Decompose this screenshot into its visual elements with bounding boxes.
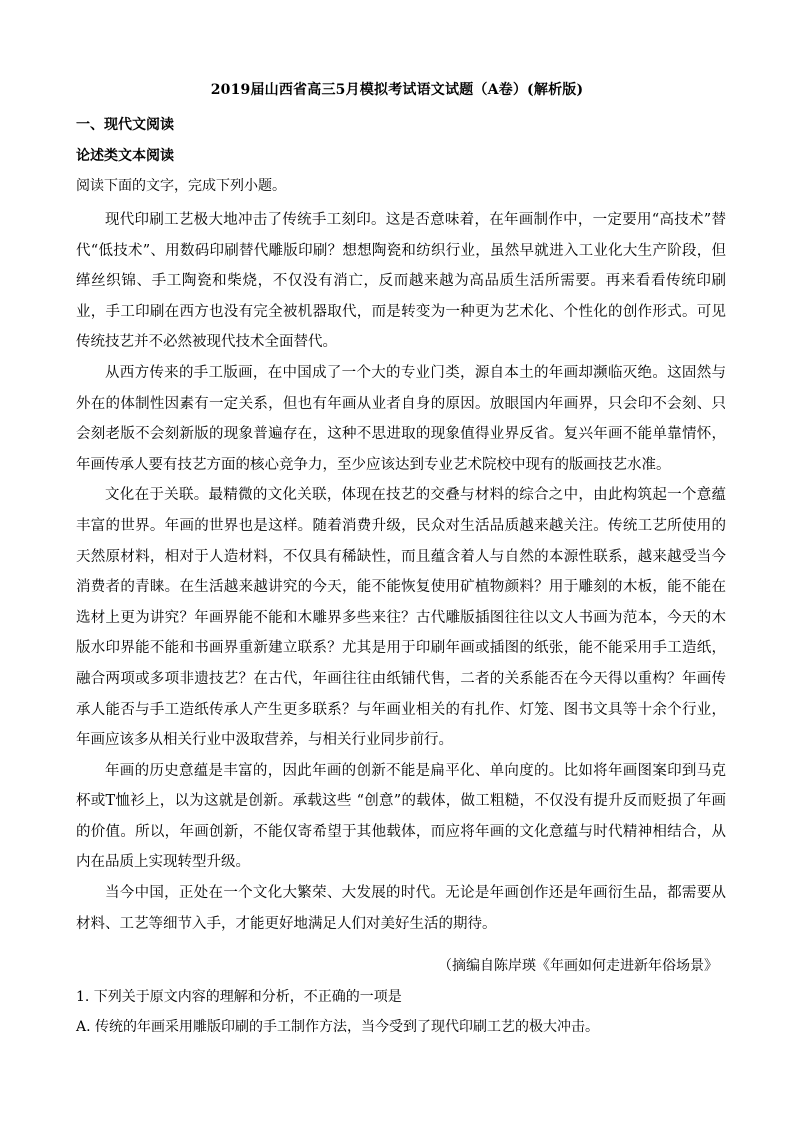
article-source: （摘编自陈岸瑛《年画如何走进新年俗场景》 xyxy=(438,958,718,974)
question-1: 1. 下列关于原文内容的理解和分析，不正确的一项是 xyxy=(76,989,402,1005)
question-1-option-a: A. 传统的年画采用雕版印刷的手工制作方法，当今受到了现代印刷工艺的极大冲击。 xyxy=(76,1019,600,1035)
article-paragraph: 当今中国，正处在一个文化大繁荣、大发展的时代。无论是年画创作还是年画衍生品，都需要从材料、工艺等细节入手，才能更好地满足人们对美好生活的期待。 xyxy=(76,885,726,932)
reading-instruction: 阅读下面的文字，完成下列小题。 xyxy=(76,178,286,194)
section-heading-argumentative: 论述类文本阅读 xyxy=(76,148,174,164)
document-title: 2019届山西省高三5月模拟考试语文试题（A卷）(解析版) xyxy=(210,82,584,98)
article-body xyxy=(76,205,726,939)
section-heading-modern-reading: 一、现代文阅读 xyxy=(76,117,174,133)
article-paragraph: 年画的历史意蕴是丰富的，因此年画的创新不能是扁平化、单向度的。比如将年画图案印到马克杯或T恤衫上，以为这就是创新。承载这些 “创意”的载体，做工粗糙，不仅没有提升反而贬损了年画的价值。所以，年画创新，不能仅寄希望于其他载体，而应将年画的文化意蕴与时代精神相结合，从内在品质上实现转型升级。 xyxy=(76,762,726,871)
article-paragraph: 现代印刷工艺极大地冲击了传统手工刻印。这是否意味着，在年画制作中，一定要用“高技术”替代“低技术”、用数码印刷替代雕版印刷？想想陶瓷和纺织行业，虽然早就进入工业化大生产阶段，但缂丝织锦、手工陶瓷和柴烧，不仅没有消亡，反而越来越为高品质生活所需要。再来看看传统印刷业，手工印刷在西方也没有完全被机器取代，而是转变为一种更为艺术化、个性化的创作形式。可见传统技艺并不必然被现代技术全面替代。 xyxy=(76,212,726,351)
article-paragraph: 文化在于关联。最精微的文化关联，体现在技艺的交叠与材料的综合之中，由此构筑起一个意蕴丰富的世界。年画的世界也是这样。随着消费升级，民众对生活品质越来越关注。传统工艺所使用的天然原材料，相对于人造材料，不仅具有稀缺性，而且蕴含着人与自然的本源性联系，越来越受当今消费者的青睐。在生活越来越讲究的今天，能不能恢复使用矿植物颜料？用于雕刻的木板，能不能在选材上更为讲究？年画界能不能和木雕界多些来往？古代雕版插图往往以文人书画为范本，今天的木版水印界能不能和书画界重新建立联系？尤其是用于印刷年画或插图的纸张，能不能采用手工造纸，融合两项或多项非遗技艺？在古代，年画往往由纸铺代售，二者的关系能否在今天得以重构？年画传承人能否与手工造纸传承人产生更多联系？与年画业相关的有扎作、灯笼、图书文具等十余个行业，年画应该多从相关行业中汲取营养，与相关行业同步前行。 xyxy=(76,487,726,749)
article-paragraph: 从西方传来的手工版画，在中国成了一个大的专业门类，源自本土的年画却濒临灭绝。这固然与外在的体制性因素有一定关系，但也有年画从业者自身的原因。放眼国内年画界，只会印不会刻、只会刻老版不会刻新版的现象普遍存在，这种不思进取的现象值得业界反省。复兴年画不能单靠情怀，年画传承人要有技艺方面的核心竞争力，至少应该达到专业艺术院校中现有的版画技艺水准。 xyxy=(76,364,726,473)
